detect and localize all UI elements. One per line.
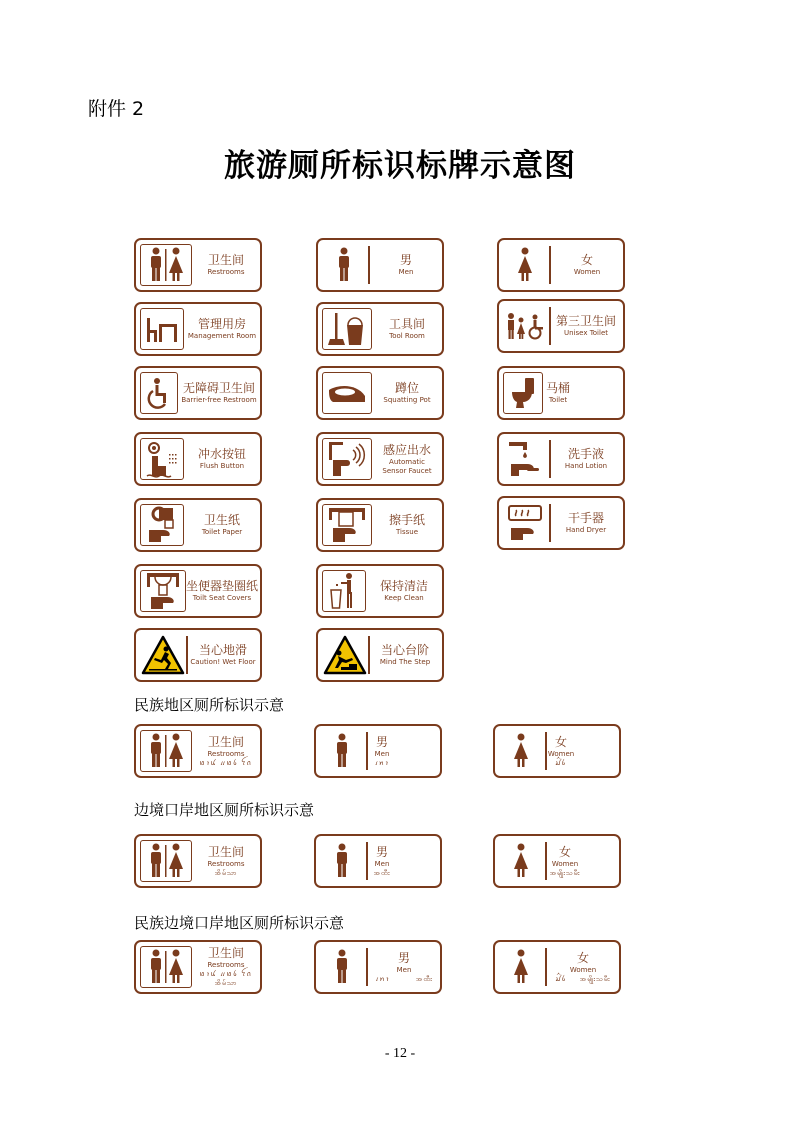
sign-en-label: Restrooms <box>207 268 245 277</box>
sign-women-ethnic <box>493 724 621 778</box>
sign-en-label: Women <box>569 965 597 974</box>
sign-script-label-2: အိမ်သာ <box>214 978 238 987</box>
man-woman-icon <box>140 730 192 772</box>
sign-zh-label: 洗手液 <box>567 447 604 462</box>
seat-cover-icon <box>140 570 186 612</box>
sign-hand-lotion <box>497 432 625 486</box>
sign-script-label: ꪣꪲꪉ <box>555 974 567 983</box>
sign-zh-label: 无障碍卫生间 <box>182 381 255 396</box>
sign-zh-label: 男 <box>399 253 412 268</box>
sign-zh-label: 蹲位 <box>394 381 419 396</box>
sign-zh-label: 男 <box>375 844 388 859</box>
section-heading-ethnic: 民族地区厕所标识示意 <box>134 696 285 714</box>
sign-en-label: Unisex Toilet <box>563 329 608 338</box>
slippery-floor-warning-icon <box>140 634 186 676</box>
sensor-faucet-icon <box>322 438 372 480</box>
hand-dryer-icon <box>503 502 547 544</box>
sign-en-label: Toilet Paper <box>201 528 243 537</box>
sign-script-label: ꪭꪱꪙ ꪵꪭꪉ ꪼꪒ <box>199 970 253 979</box>
sign-en-label-2: Sensor Faucet <box>382 466 432 475</box>
annex-label: 附件 2 <box>88 98 145 120</box>
sign-en-label: Women <box>551 859 579 868</box>
sign-en-label: Squatting Pot <box>383 396 431 405</box>
sign-zh-label: 保持清洁 <box>379 579 428 594</box>
sign-caution-wet-floor <box>134 628 262 682</box>
sign-zh-label: 女 <box>580 253 593 268</box>
sign-women-ethnic-border <box>493 940 621 994</box>
toilet-icon <box>503 372 543 414</box>
sign-script-row <box>375 975 433 984</box>
sign-en-label: Automatic <box>389 457 425 466</box>
sign-script-row <box>555 975 610 984</box>
sign-en-label: Caution! Wet Floor <box>190 658 256 667</box>
sign-women-border <box>493 834 621 888</box>
sign-squatting-pot <box>316 366 444 420</box>
sign-en-label: Tissue <box>395 528 419 537</box>
sign-zh-label: 感应出水 <box>382 442 431 457</box>
sign-zh-label: 工具间 <box>388 317 425 332</box>
sign-flush-button <box>134 432 262 486</box>
sign-zh-label: 卫生间 <box>207 734 244 749</box>
sign-en-label: Barrier-free Restroom <box>181 396 257 405</box>
sign-en-label: Restrooms <box>207 749 245 758</box>
sign-zh-label: 男 <box>397 950 410 965</box>
lotion-dispenser-icon <box>503 438 547 480</box>
paper-towel-icon <box>322 504 372 546</box>
sign-en-label: Tool Room <box>389 332 425 341</box>
wheelchair-icon <box>140 372 178 414</box>
sign-script-label: ꪹꪀꪱ <box>375 974 390 983</box>
section-heading-border: 边境口岸地区厕所标识示意 <box>134 801 315 819</box>
sign-men-ethnic <box>314 724 442 778</box>
flush-button-icon <box>140 438 184 480</box>
sign-tissue <box>316 498 444 552</box>
sign-zh-label: 第三卫生间 <box>555 314 616 329</box>
sign-en-label: Hand Lotion <box>564 462 608 471</box>
sign-keep-clean <box>316 564 444 618</box>
sign-men-ethnic-border <box>314 940 442 994</box>
sign-unisex-toilet <box>497 299 625 353</box>
sign-en-label: Restrooms <box>207 961 245 970</box>
man-icon <box>322 244 366 286</box>
sign-en-label: Management Room <box>187 332 257 341</box>
woman-icon <box>503 244 547 286</box>
sign-barrier-free-restroom <box>134 366 262 420</box>
sign-men <box>316 238 444 292</box>
litter-bin-icon <box>322 570 366 612</box>
page-title: 旅游厕所标识标牌示意图 <box>224 148 576 184</box>
sign-toilet-seat-covers <box>134 564 262 618</box>
mop-bucket-icon <box>322 308 372 350</box>
sign-zh-label: 当心地滑 <box>198 643 247 658</box>
man-woman-icon <box>140 244 192 286</box>
man-icon <box>320 840 364 882</box>
man-woman-icon <box>140 946 192 988</box>
sign-en-label: Toilt Seat Covers <box>192 594 252 603</box>
sign-zh-label: 干手器 <box>567 511 604 526</box>
sign-zh-label: 冲水按钮 <box>197 447 246 462</box>
page-number: - 12 - <box>384 1046 416 1061</box>
sign-en-label: Men <box>398 268 414 277</box>
sign-restrooms-border <box>134 834 262 888</box>
sign-en-label: Women <box>573 268 601 277</box>
sign-restrooms-ethnic-border <box>134 940 262 994</box>
sign-zh-label: 当心台阶 <box>380 643 429 658</box>
sign-automatic-sensor-faucet <box>316 432 444 486</box>
sign-en-label: Keep Clean <box>384 594 424 603</box>
sign-zh-label: 马桶 <box>545 381 570 396</box>
sign-zh-label: 卫生间 <box>207 844 244 859</box>
sign-zh-label: 女 <box>558 844 571 859</box>
sign-en-label: Toilet <box>548 396 568 405</box>
sign-toilet-paper <box>134 498 262 552</box>
sign-mind-the-step <box>316 628 444 682</box>
sign-en-label: Flush Button <box>199 462 245 471</box>
toilet-paper-icon <box>140 504 184 546</box>
sign-script-label: အိမ်သာ <box>214 868 238 877</box>
man-woman-icon <box>140 840 192 882</box>
sign-en-label: Restrooms <box>207 859 245 868</box>
sign-en-label: Men <box>396 965 412 974</box>
woman-icon <box>499 840 543 882</box>
sign-zh-label: 卫生间 <box>207 253 244 268</box>
sign-en-label: Women <box>547 749 575 758</box>
sign-en-label: Mind The Step <box>379 658 431 667</box>
man-icon <box>320 730 364 772</box>
sign-restrooms <box>134 238 262 292</box>
sign-script-label-2: အထီး <box>415 974 433 983</box>
section-heading-ethnic-border: 民族边境口岸地区厕所标识示意 <box>134 914 345 932</box>
sign-script-label: ꪹꪀꪱ <box>374 758 390 767</box>
sign-restrooms-ethnic <box>134 724 262 778</box>
sign-zh-label: 卫生间 <box>207 946 244 961</box>
sign-women <box>497 238 625 292</box>
sign-zh-label: 卫生纸 <box>203 513 240 528</box>
sign-en-label: Men <box>374 749 390 758</box>
sign-men-border <box>314 834 442 888</box>
sign-en-label: Hand Dryer <box>565 526 607 535</box>
sign-script-label: ꪣꪲꪉ <box>555 758 567 767</box>
sign-zh-label: 女 <box>576 950 589 965</box>
sign-toilet <box>497 366 625 420</box>
desk-chair-icon <box>140 308 184 350</box>
family-wheelchair-icon <box>503 305 547 347</box>
sign-zh-label: 管理用房 <box>197 317 246 332</box>
sign-zh-label: 擦手纸 <box>388 513 425 528</box>
woman-icon <box>499 946 543 988</box>
sign-zh-label: 男 <box>375 734 388 749</box>
sign-script-label: အမျိုးသမီး <box>549 868 581 877</box>
sign-management-room <box>134 302 262 356</box>
sign-en-label: Men <box>374 859 390 868</box>
sign-zh-label: 女 <box>554 734 567 749</box>
woman-icon <box>499 730 543 772</box>
step-warning-icon <box>322 634 368 676</box>
man-icon <box>320 946 364 988</box>
sign-hand-dryer <box>497 496 625 550</box>
sign-zh-label: 坐便器垫圈纸 <box>186 579 259 594</box>
sign-script-label: အထီး <box>373 868 391 877</box>
sign-script-label-2: အမျိုးသမီး <box>579 974 611 983</box>
sign-tool-room <box>316 302 444 356</box>
squat-toilet-icon <box>322 372 372 414</box>
sign-script-label: ꪭꪱꪙ ꪵꪭꪉ ꪼꪒ <box>199 758 253 767</box>
